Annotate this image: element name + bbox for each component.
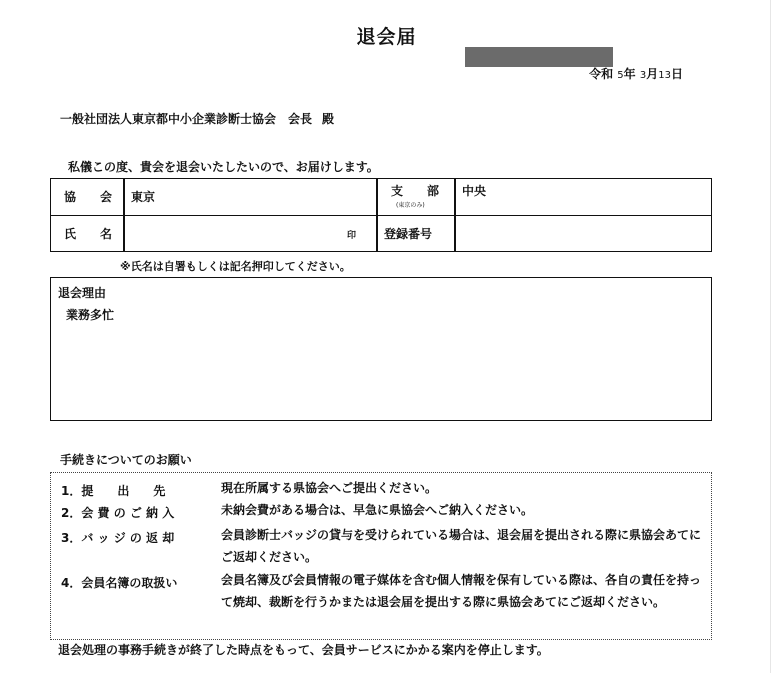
addressee-salutation: 殿 (322, 112, 335, 126)
reason-box (50, 277, 712, 421)
page-edge (770, 0, 771, 673)
seal-mark: 印 (347, 231, 357, 241)
document-title: 退会届 (356, 26, 417, 48)
date-month: 3 (639, 70, 647, 81)
divider (123, 216, 125, 251)
divider (454, 179, 456, 215)
name-label: 氏 名 (64, 227, 113, 241)
info-row-name (51, 216, 711, 251)
footer-note: 退会処理の事務手続きが終了した時点をもって、会員サービスにかかる案内を停止します。 (58, 643, 549, 657)
addressee-org: 一般社団法人東京都中小企業診断士協会 会長 (60, 112, 313, 126)
addressee (60, 110, 334, 127)
date-day: 13 (658, 70, 671, 81)
procedure-label-2: 2．会 費 の ご 納 入 (61, 506, 175, 520)
branch-sublabel: (東京のみ) (396, 202, 425, 209)
divider (454, 216, 456, 251)
intro-text: 私儀この度、貴会を退会いたしたいので、お届けします。 (68, 160, 379, 174)
association-label: 協 会 (64, 190, 113, 204)
branch-label: 支 部 (391, 184, 440, 198)
procedure-text-4: 会員名簿及び会員情報の電子媒体を含む個人情報を保有している際は、各自の責任を持って焼却、裁断を行うかまたは退会届を提出する際に県協会あてにご返却ください。 (221, 573, 702, 609)
reason-label: 退会理由 (58, 286, 107, 300)
procedure-text-2: 未納会費がある場合は、早急に県協会へご納入ください。 (221, 503, 534, 517)
branch-value: 中央 (462, 184, 487, 198)
procedure-label-3: 3．バ ッ ジ の 返 却 (61, 531, 175, 545)
procedure-label-1: 1．提 出 先 (61, 484, 166, 498)
procedure-label-4: 4．会員名簿の取扱い (61, 576, 178, 590)
divider (376, 179, 378, 215)
date-day-unit: 日 (670, 67, 683, 81)
registration-number-label: 登録番号 (384, 227, 433, 241)
procedure-text-1: 現在所属する県協会へご提出ください。 (221, 481, 438, 495)
procedures-heading: 手続きについてのお願い (60, 453, 192, 467)
member-info-table (50, 178, 712, 252)
divider (123, 179, 125, 215)
procedures-box (50, 472, 712, 640)
divider (376, 216, 378, 251)
procedure-text-3: 会員診断士バッジの貸与を受けられている場合は、退会届を提出される際に県協会あてにご返却ください。 (221, 528, 702, 564)
date-month-unit: 月 (646, 67, 659, 81)
redacted-registration-number (465, 47, 613, 67)
association-value: 東京 (131, 190, 156, 204)
date-line (589, 65, 683, 82)
date-era: 令和 (589, 67, 614, 81)
reason-text: 業務多忙 (66, 308, 115, 322)
name-note: ※氏名は自署もしくは記名押印してください。 (120, 260, 351, 273)
info-row-association (51, 179, 711, 216)
date-year-unit: 年 (623, 67, 636, 81)
date-year: 5 (617, 70, 624, 81)
